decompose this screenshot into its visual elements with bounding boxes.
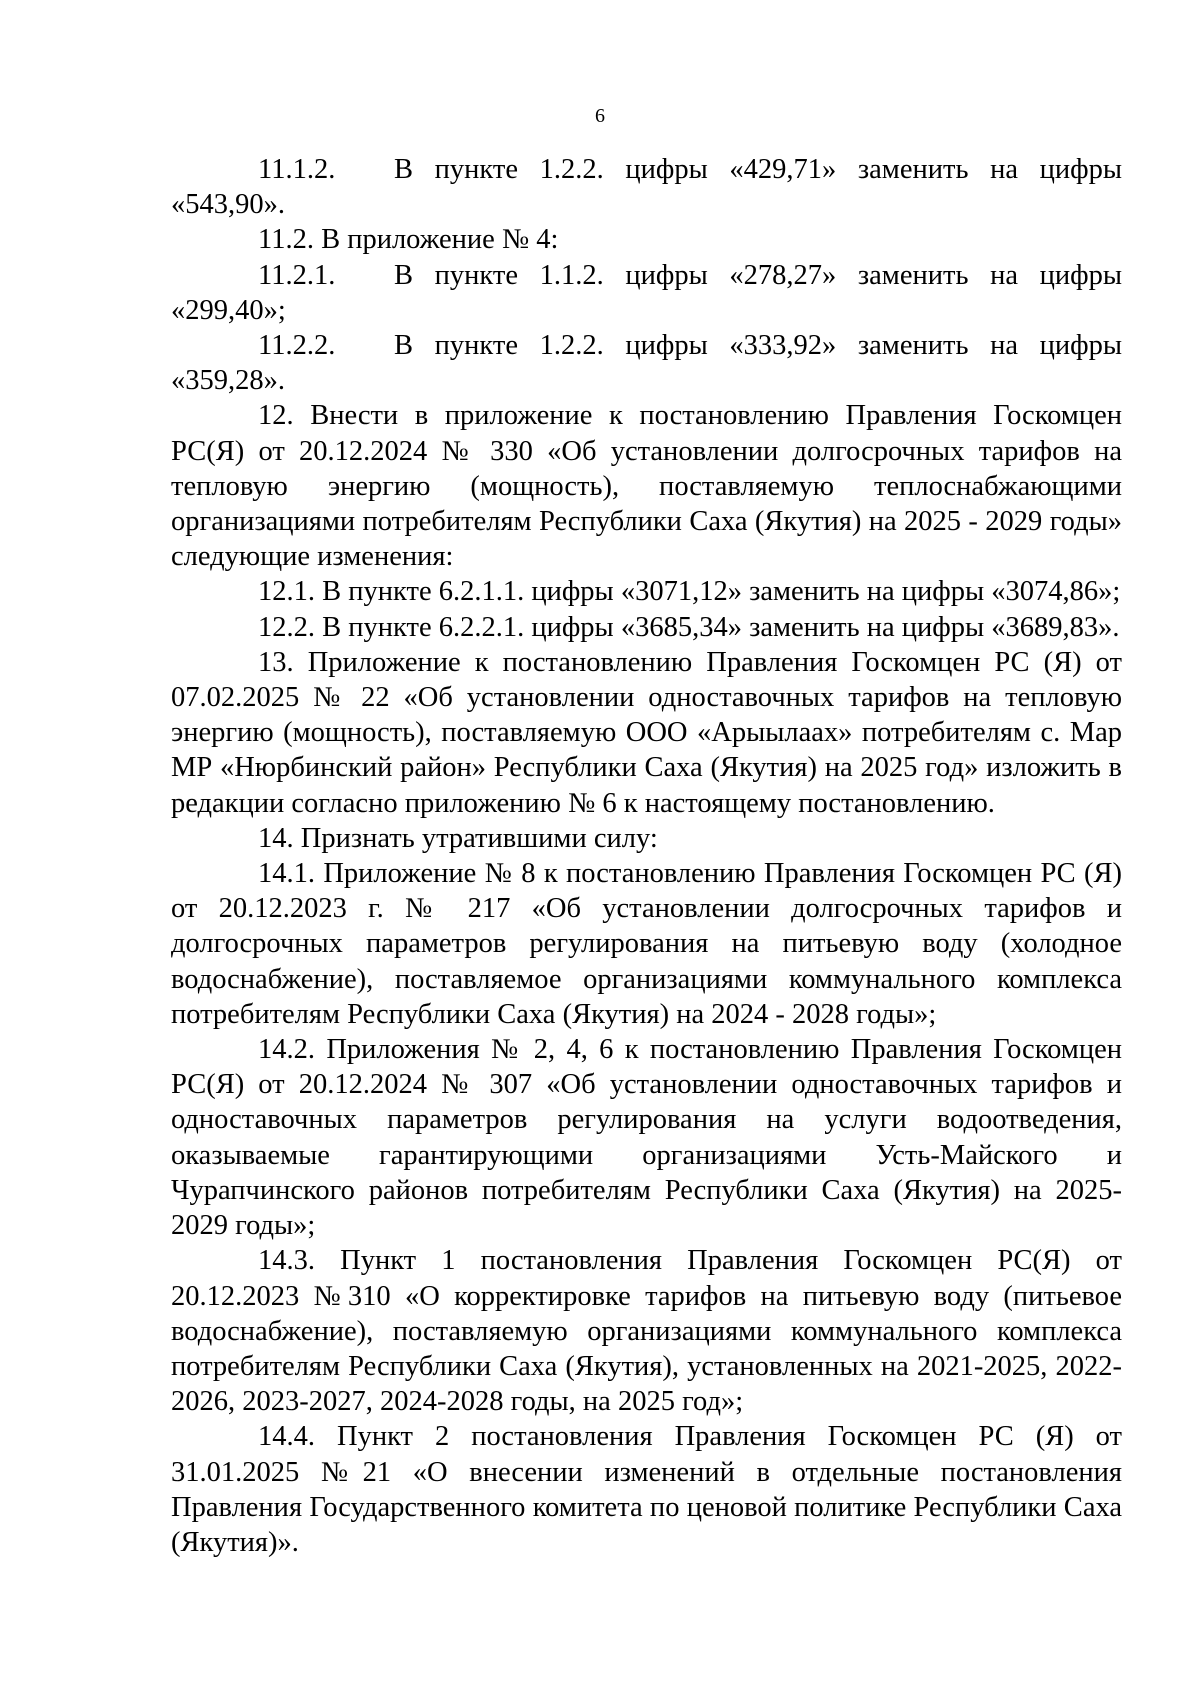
item-11-2-2-continuation: «359,28». [171, 365, 285, 397]
item-12: 12. Внести в приложение к постановлению Правления Госкомцен РС(Я) от 20.12.2024 № 330 «Об установлении долгосрочных тарифов на тепловую энергию (мощность), поставляемую теплоснабжающими организациями потребителям Республики Саха (Якутия) на 2025 - 2029 годы» следующие изменения: [171, 400, 1122, 573]
item-text: В пункте 1.2.2. цифры «429,71» заменить на цифры [394, 154, 1122, 185]
item-14-4: 14.4. Пункт 2 постановления Правления Госкомцен РС (Я) от 31.01.2025 №21 «О внесении изменений в отдельные постановления Правления Государственного комитета по ценовой политике Республики Саха (Якутия)». [171, 1421, 1122, 1558]
item-12-2: 12.2. В пункте 6.2.2.1. цифры «3685,34» заменить на цифры «3689,83». [258, 611, 1120, 643]
item-14-1: 14.1. Приложение № 8 к постановлению Правления Госкомцен РС (Я) от 20.12.2023 г. № 217 «Об установлении долгосрочных тарифов и долгосрочных параметров регулирования на питьевую воду (холодное водоснабжение), поставляемое организациями коммунального комплекса потребителям Республики Саха (Якутия) на 2024 - 2028 годы»; [171, 858, 1122, 1030]
item-number: 11.2.2. [258, 330, 336, 362]
item-11-2-2 [171, 328, 1122, 363]
item-11-2-1 [171, 258, 1122, 293]
item-number: 11.1.2. [258, 154, 336, 185]
item-12-1: 12.1. В пункте 6.2.1.1. цифры «3071,12» заменить на цифры «3074,86»; [258, 576, 1121, 608]
item-text: В пункте 1.2.2. цифры «333,92» заменить на цифры [394, 330, 1122, 362]
item-number: 11.2.1. [258, 259, 336, 291]
document-body [171, 152, 1122, 1560]
item-11-1-2 [171, 152, 1122, 187]
item-11-2: 11.2. В приложение № 4: [258, 224, 559, 256]
item-14-3: 14.3. Пункт 1 постановления Правления Госкомцен РС(Я) от 20.12.2023 №310 «О корректировке тарифов на питьевую воду (питьевое водоснабжение), поставляемую организациями коммунального комплекса потребителям Республики Саха (Якутия), установленных на 2021-2025, 2022-2026, 2023-2027, 2024-2028 годы, на 2025 год»; [171, 1245, 1122, 1418]
item-text: В пункте 1.1.2. цифры «278,27» заменить на цифры [394, 259, 1122, 291]
item-14-2: 14.2. Приложения № 2, 4, 6 к постановлению Правления Госкомцен РС(Я) от 20.12.2024 № 307 «Об установлении одноставочных тарифов и одноставочных параметров регулирования на услуги водоотведения, оказываемые гарантирующими организациями Усть-Майского и Чурапчинского районов потребителям Республики Саха (Якутия) на 2025-2029 годы»; [171, 1034, 1122, 1242]
item-14: 14. Признать утратившими силу: [258, 822, 658, 854]
page-number: 6 [595, 105, 605, 127]
item-13: 13. Приложение к постановлению Правления Госкомцен РС (Я) от 07.02.2025 № 22 «Об установлении одноставочных тарифов на тепловую энергию (мощность), поставляемую ООО «Арыылаах» потребителям с. Мар МР «Нюрбинский район» Республики Саха (Якутия) на 2025 год» изложить в редакции согласно приложению № 6 к настоящему постановлению. [171, 646, 1122, 819]
item-11-2-1-continuation: «299,40»; [171, 294, 286, 326]
item-11-1-2-continuation: «543,90». [171, 189, 285, 221]
